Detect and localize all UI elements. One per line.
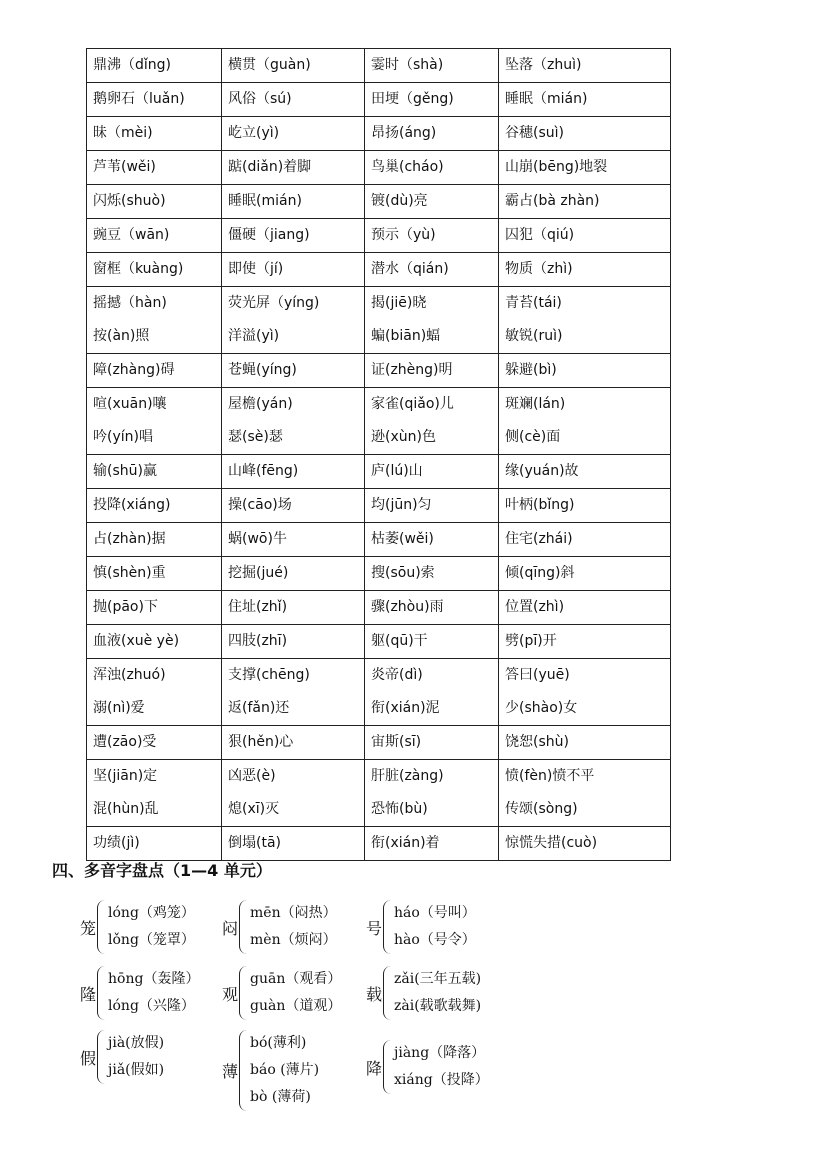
- table-cell: 答曰(yuē) 少(shào)女: [499, 659, 671, 726]
- table-cell: 躯(qū)干: [365, 625, 499, 659]
- table-row: [87, 83, 671, 117]
- table-cell: 闪烁(shuò): [87, 185, 222, 219]
- polyphone-reading: zǎi(三年五载): [394, 971, 482, 987]
- table-cell: 家雀(qiǎo)儿 逊(xùn)色: [365, 388, 499, 455]
- table-cell: 证(zhèng)明: [365, 354, 499, 388]
- polyphone-reading: bó(薄利): [250, 1035, 307, 1051]
- table-row: [87, 287, 671, 354]
- polyphone-reading: guàn（道观）: [250, 998, 342, 1014]
- polyphone-char: 假: [80, 1048, 97, 1068]
- polyphone-reading: hào（号令）: [394, 932, 476, 948]
- table-cell: 均(jūn)匀: [365, 489, 499, 523]
- table-cell: 斑斓(lán) 侧(cè)面: [499, 388, 671, 455]
- brace-icon: [383, 900, 391, 954]
- table-cell: 镀(dù)亮: [365, 185, 499, 219]
- table-cell: 搜(sōu)索: [365, 557, 499, 591]
- table-cell: 预示（yù): [365, 219, 499, 253]
- table-cell: 睡眠(mián): [222, 185, 365, 219]
- table-cell: 慎(shèn)重: [87, 557, 222, 591]
- table-row: [87, 489, 671, 523]
- table-row: [87, 659, 671, 726]
- polyphone-reading: lóng（鸡笼）: [108, 905, 195, 921]
- table-row: [87, 185, 671, 219]
- vocabulary-table: [86, 48, 671, 861]
- polyphone-group: [80, 900, 195, 954]
- table-cell: 坚(jiān)定 混(hùn)乱: [87, 760, 222, 827]
- table-cell: 位置(zhì): [499, 591, 671, 625]
- polyphone-reading: mēn（闷热）: [250, 905, 337, 921]
- table-cell: 输(shū)赢: [87, 455, 222, 489]
- table-cell: 躲避(bì): [499, 354, 671, 388]
- table-row: [87, 117, 671, 151]
- table-cell: 倾(qīng)斜: [499, 557, 671, 591]
- brace-icon: [97, 966, 105, 1020]
- table-cell: 山峰(fēng): [222, 455, 365, 489]
- table-cell: 肝脏(zàng) 恐怖(bù): [365, 760, 499, 827]
- table-cell: 遭(zāo)受: [87, 726, 222, 760]
- polyphone-reading: jiǎ(假如): [108, 1062, 165, 1078]
- polyphone-char: 降: [366, 1058, 383, 1078]
- polyphone-group: [80, 966, 199, 1020]
- table-cell: 占(zhàn)据: [87, 523, 222, 557]
- brace-icon: [239, 1030, 247, 1111]
- polyphone-reading: lóng（兴隆）: [108, 998, 195, 1014]
- table-cell: 挖掘(jué): [222, 557, 365, 591]
- table-cell: 屋檐(yán) 瑟(sè)瑟: [222, 388, 365, 455]
- polyphone-reading: jià(放假): [108, 1035, 165, 1051]
- table-row: [87, 591, 671, 625]
- table-cell: 窗框（kuàng): [87, 253, 222, 287]
- table-cell: 豌豆（wān): [87, 219, 222, 253]
- table-cell: 惊慌失措(cuò): [499, 827, 671, 861]
- polyphone-char: 笼: [80, 918, 97, 938]
- table-cell: 坠落（zhuì): [499, 49, 671, 83]
- table-cell: 饶恕(shù): [499, 726, 671, 760]
- table-cell: 苍蝇(yíng): [222, 354, 365, 388]
- table-cell: 鼎沸（dǐng): [87, 49, 222, 83]
- table-cell: 浑浊(zhuó) 溺(nì)爱: [87, 659, 222, 726]
- polyphone-char: 观: [222, 984, 239, 1004]
- table-row: [87, 253, 671, 287]
- table-cell: 缘(yuán)故: [499, 455, 671, 489]
- table-row: [87, 625, 671, 659]
- table-cell: 屹立(yì): [222, 117, 365, 151]
- brace-icon: [97, 1030, 105, 1084]
- table-cell: 青苔(tái) 敏锐(ruì): [499, 287, 671, 354]
- table-cell: 投降(xiáng): [87, 489, 222, 523]
- table-cell: 鸟巢(cháo): [365, 151, 499, 185]
- table-cell: 摇撼（hàn) 按(àn)照: [87, 287, 222, 354]
- table-row: [87, 151, 671, 185]
- table-row: [87, 827, 671, 861]
- table-cell: 狠(hěn)心: [222, 726, 365, 760]
- table-cell: 功绩(jì): [87, 827, 222, 861]
- table-cell: 倒塌(tā): [222, 827, 365, 861]
- table-cell: 芦苇(wěi): [87, 151, 222, 185]
- table-cell: 潜水（qián): [365, 253, 499, 287]
- table-row: [87, 726, 671, 760]
- table-cell: 抛(pāo)下: [87, 591, 222, 625]
- polyphone-group: [366, 1040, 489, 1094]
- table-cell: 谷穗(suì): [499, 117, 671, 151]
- table-row: [87, 455, 671, 489]
- table-cell: 霎时（shà): [365, 49, 499, 83]
- table-cell: 山崩(bēng)地裂: [499, 151, 671, 185]
- table-cell: 霸占(bà zhàn): [499, 185, 671, 219]
- polyphone-group: [80, 1030, 164, 1084]
- polyphone-reading: bò (薄荷): [250, 1089, 311, 1105]
- polyphone-group: [222, 900, 337, 954]
- table-cell: 愤(fèn)愤不平 传颂(sòng): [499, 760, 671, 827]
- table-cell: 揭(jiē)晓 蝙(biān)蝠: [365, 287, 499, 354]
- polyphone-char: 闷: [222, 918, 239, 938]
- polyphone-reading: xiáng（投降）: [394, 1072, 489, 1088]
- table-cell: 昂扬(áng): [365, 117, 499, 151]
- table-row: [87, 388, 671, 455]
- brace-icon: [239, 900, 247, 954]
- table-cell: 睡眠（mián): [499, 83, 671, 117]
- table-cell: 即使（jí): [222, 253, 365, 287]
- table-cell: 枯萎(wěi): [365, 523, 499, 557]
- table-cell: 僵硬（jiang): [222, 219, 365, 253]
- table-cell: 昧（mèi): [87, 117, 222, 151]
- brace-icon: [383, 966, 391, 1020]
- table-row: [87, 219, 671, 253]
- table-cell: 炎帝(dì) 衔(xián)泥: [365, 659, 499, 726]
- table-row: [87, 557, 671, 591]
- polyphone-group: [222, 1030, 319, 1111]
- brace-icon: [383, 1040, 391, 1094]
- polyphone-reading: lǒng（笼罩）: [108, 932, 195, 948]
- brace-icon: [239, 966, 247, 1020]
- table-cell: 骤(zhòu)雨: [365, 591, 499, 625]
- table-cell: 劈(pī)开: [499, 625, 671, 659]
- section-title: 四、多音字盘点（1—4 单元）: [52, 861, 272, 880]
- table-cell: 庐(lú)山: [365, 455, 499, 489]
- polyphone-group: [366, 966, 481, 1020]
- polyphone-reading: zài(载歌载舞): [394, 998, 482, 1014]
- polyphone-char: 号: [366, 918, 383, 938]
- table-row: [87, 49, 671, 83]
- table-row: [87, 354, 671, 388]
- table-cell: 障(zhàng)碍: [87, 354, 222, 388]
- table-cell: 喧(xuān)嚷 吟(yín)唱: [87, 388, 222, 455]
- polyphone-reading: mèn（烦闷）: [250, 932, 337, 948]
- table-cell: 叶柄(bǐng): [499, 489, 671, 523]
- table-cell: 鹅卵石（luǎn): [87, 83, 222, 117]
- table-cell: 操(cāo)场: [222, 489, 365, 523]
- table-cell: 支撑(chēng) 返(fǎn)还: [222, 659, 365, 726]
- polyphone-reading: báo (薄片): [250, 1062, 320, 1078]
- table-row: [87, 523, 671, 557]
- polyphone-reading: háo（号叫）: [394, 905, 476, 921]
- table-cell: 风俗（sú): [222, 83, 365, 117]
- table-cell: 衔(xián)着: [365, 827, 499, 861]
- table-cell: 宙斯(sī): [365, 726, 499, 760]
- table-cell: 囚犯（qiú): [499, 219, 671, 253]
- polyphone-reading: guān（观看）: [250, 971, 342, 987]
- table-cell: 荧光屏（yíng) 洋溢(yì): [222, 287, 365, 354]
- table-cell: 蜗(wō)牛: [222, 523, 365, 557]
- table-cell: 四肢(zhī): [222, 625, 365, 659]
- polyphone-reading: jiàng（降落）: [394, 1045, 486, 1061]
- table-cell: 横贯（guàn): [222, 49, 365, 83]
- table-cell: 住址(zhǐ): [222, 591, 365, 625]
- brace-icon: [97, 900, 105, 954]
- polyphone-char: 隆: [80, 984, 97, 1004]
- table-cell: 凶恶(è) 熄(xī)灭: [222, 760, 365, 827]
- table-cell: 住宅(zhái): [499, 523, 671, 557]
- table-cell: 田埂（gěng): [365, 83, 499, 117]
- table-cell: 血液(xuè yè): [87, 625, 222, 659]
- polyphone-reading: hōng（轰隆）: [108, 971, 200, 987]
- polyphone-group: [366, 900, 476, 954]
- table-cell: 物质（zhì): [499, 253, 671, 287]
- table-row: [87, 760, 671, 827]
- polyphone-char: 载: [366, 984, 383, 1004]
- table-cell: 踮(diǎn)着脚: [222, 151, 365, 185]
- polyphone-group: [222, 966, 341, 1020]
- polyphone-char: 薄: [222, 1062, 239, 1081]
